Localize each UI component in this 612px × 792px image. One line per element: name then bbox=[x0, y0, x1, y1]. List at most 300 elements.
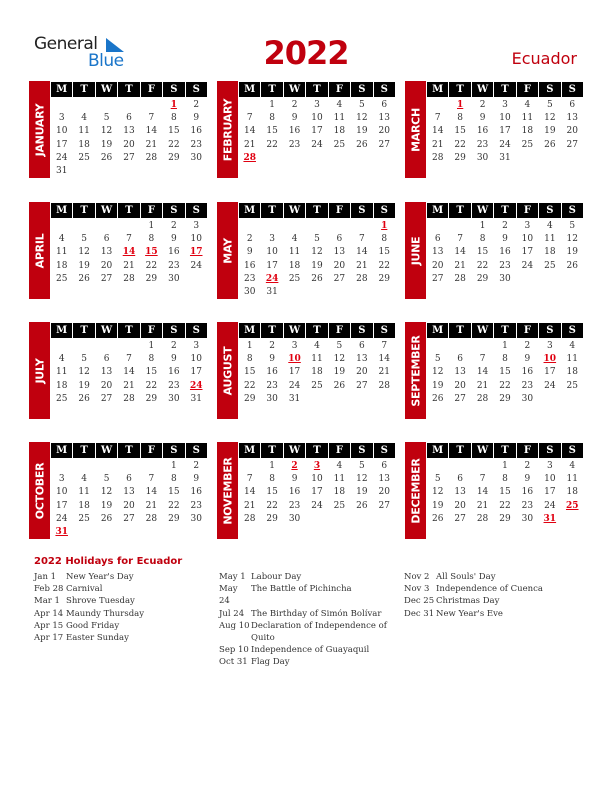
day-cell: 14 bbox=[454, 247, 466, 258]
day-cell: 26 bbox=[78, 393, 90, 404]
day-cell: 7 bbox=[358, 234, 365, 245]
week-row bbox=[50, 220, 207, 233]
day-cell: 4 bbox=[314, 341, 320, 351]
day-cell: 25 bbox=[78, 152, 90, 163]
day-cell: 5 bbox=[546, 100, 553, 110]
month-october bbox=[29, 442, 207, 542]
day-cell: 2 bbox=[502, 221, 508, 231]
day-cell: 6 bbox=[103, 234, 110, 245]
weekday-label: S bbox=[163, 203, 184, 218]
day-cell: 3 bbox=[314, 100, 320, 110]
month-name: NOVEMBER bbox=[221, 456, 234, 525]
week-row bbox=[238, 112, 395, 125]
empty-day-cell bbox=[306, 152, 327, 165]
holiday-name: Flag Day bbox=[251, 657, 290, 668]
empty-day-cell bbox=[329, 393, 350, 406]
month-label-bar bbox=[29, 322, 50, 419]
weekday-label: W bbox=[284, 82, 305, 97]
holiday-day-cell: 10 bbox=[543, 354, 557, 365]
day-cell: 4 bbox=[81, 113, 87, 124]
week-row bbox=[50, 99, 207, 112]
day-cell: 12 bbox=[78, 367, 90, 378]
day-cell: 25 bbox=[566, 380, 578, 391]
day-cell: 28 bbox=[243, 513, 256, 524]
month-december bbox=[405, 442, 583, 542]
weekday-header bbox=[426, 203, 583, 218]
weekday-label: W bbox=[96, 443, 117, 458]
day-cell: 24 bbox=[544, 500, 556, 511]
day-cell: 30 bbox=[243, 286, 256, 297]
day-cell: 14 bbox=[378, 354, 390, 365]
holiday-day-cell: 1 bbox=[457, 100, 464, 110]
weekday-header bbox=[50, 203, 207, 218]
day-cell: 20 bbox=[123, 500, 135, 511]
day-cell: 28 bbox=[378, 380, 390, 391]
day-cell: 24 bbox=[311, 500, 323, 511]
month-grid bbox=[238, 323, 395, 406]
day-cell: 10 bbox=[311, 113, 323, 124]
day-cell: 16 bbox=[190, 126, 202, 137]
holiday-list-item bbox=[219, 656, 399, 668]
day-cell: 28 bbox=[145, 513, 158, 524]
day-cell: 21 bbox=[431, 139, 444, 150]
empty-day-cell bbox=[329, 513, 350, 526]
day-cell: 12 bbox=[431, 367, 444, 378]
day-cell: 9 bbox=[524, 474, 531, 485]
week-row bbox=[50, 513, 207, 526]
day-cell: 5 bbox=[358, 100, 365, 110]
weekday-label: T bbox=[261, 82, 282, 97]
day-cell: 14 bbox=[431, 126, 444, 137]
day-cell: 26 bbox=[311, 273, 323, 284]
day-cell: 26 bbox=[78, 273, 90, 284]
day-cell: 3 bbox=[269, 234, 275, 245]
day-cell: 19 bbox=[356, 487, 368, 498]
day-cell: 24 bbox=[288, 380, 301, 391]
day-cell: 22 bbox=[168, 500, 180, 511]
day-cell: 15 bbox=[243, 367, 256, 378]
holiday-name: Declaration of Independence of Quito bbox=[251, 620, 387, 644]
day-cell: 28 bbox=[123, 393, 135, 404]
empty-day-cell bbox=[562, 273, 583, 286]
day-cell: 15 bbox=[145, 367, 158, 378]
day-cell: 25 bbox=[333, 139, 346, 150]
weekday-label: F bbox=[517, 443, 538, 458]
week-row bbox=[238, 99, 395, 112]
week-row bbox=[50, 366, 207, 379]
day-cell: 17 bbox=[311, 487, 323, 498]
month-april bbox=[29, 202, 207, 302]
day-cell: 30 bbox=[499, 273, 511, 284]
day-cell: 2 bbox=[193, 100, 200, 110]
day-cell: 16 bbox=[190, 487, 202, 498]
day-cell: 1 bbox=[502, 341, 508, 351]
empty-day-cell bbox=[51, 220, 72, 233]
holiday-list-item bbox=[219, 583, 399, 607]
month-name: APRIL bbox=[33, 233, 46, 268]
day-cell: 4 bbox=[58, 354, 65, 365]
holiday-list-item bbox=[34, 620, 214, 632]
week-row bbox=[50, 112, 207, 125]
day-cell: 27 bbox=[378, 500, 390, 511]
day-cell: 11 bbox=[544, 234, 556, 245]
weekday-label: T bbox=[449, 443, 470, 458]
month-grid bbox=[426, 203, 583, 286]
month-grid bbox=[50, 323, 207, 406]
holiday-name: Maundy Thursday bbox=[66, 608, 145, 619]
empty-day-cell bbox=[284, 220, 305, 233]
weekday-label: F bbox=[141, 203, 162, 218]
month-label-bar bbox=[405, 202, 426, 299]
month-label-bar bbox=[217, 322, 238, 419]
empty-day-cell bbox=[96, 460, 117, 473]
weekday-label: M bbox=[239, 82, 260, 97]
day-cell: 22 bbox=[476, 260, 489, 271]
month-march bbox=[405, 81, 583, 181]
day-cell: 8 bbox=[269, 474, 275, 485]
day-cell: 29 bbox=[454, 152, 466, 163]
holiday-date: Apr 14 bbox=[34, 608, 64, 619]
empty-day-cell bbox=[186, 273, 207, 286]
weekday-label: S bbox=[163, 82, 184, 97]
week-row bbox=[50, 139, 207, 152]
weekday-header bbox=[426, 443, 583, 458]
day-cell: 22 bbox=[243, 380, 256, 391]
month-name: JULY bbox=[33, 357, 46, 384]
empty-day-cell bbox=[517, 152, 538, 165]
day-cell: 27 bbox=[566, 139, 578, 150]
day-cell: 17 bbox=[55, 500, 68, 511]
weekday-label: F bbox=[329, 82, 350, 97]
empty-day-cell bbox=[141, 460, 162, 473]
holiday-day-cell: 25 bbox=[565, 500, 579, 511]
weekday-label: T bbox=[306, 323, 327, 338]
day-cell: 27 bbox=[123, 152, 135, 163]
week-row bbox=[238, 393, 395, 406]
day-cell: 11 bbox=[566, 474, 578, 485]
month-name: OCTOBER bbox=[33, 462, 46, 519]
day-cell: 10 bbox=[521, 234, 534, 245]
day-cell: 15 bbox=[378, 247, 390, 258]
weekday-label: S bbox=[374, 323, 395, 338]
day-cell: 27 bbox=[123, 513, 135, 524]
month-february bbox=[217, 81, 395, 181]
day-cell: 26 bbox=[100, 152, 113, 163]
day-cell: 23 bbox=[266, 380, 278, 391]
week-row bbox=[50, 473, 207, 486]
day-cell: 10 bbox=[190, 234, 202, 245]
month-name: DECEMBER bbox=[409, 457, 422, 524]
day-cell: 26 bbox=[356, 500, 368, 511]
weekday-label: S bbox=[562, 203, 583, 218]
day-cell: 24 bbox=[55, 152, 68, 163]
day-cell: 8 bbox=[170, 474, 177, 485]
weekday-label: T bbox=[73, 203, 94, 218]
day-cell: 23 bbox=[190, 500, 202, 511]
day-cell: 10 bbox=[55, 126, 68, 137]
day-cell: 6 bbox=[358, 341, 365, 351]
week-row bbox=[238, 233, 395, 246]
day-cell: 25 bbox=[288, 273, 301, 284]
day-cell: 8 bbox=[269, 113, 275, 124]
day-cell: 2 bbox=[246, 234, 253, 245]
weekday-label: T bbox=[118, 443, 139, 458]
day-cell: 4 bbox=[336, 100, 343, 110]
day-cell: 13 bbox=[123, 126, 135, 137]
week-row bbox=[426, 393, 583, 406]
day-cell: 14 bbox=[243, 126, 256, 137]
day-cell: 6 bbox=[381, 461, 388, 471]
weekday-label: S bbox=[539, 82, 560, 97]
week-row bbox=[50, 233, 207, 246]
weekday-label: M bbox=[239, 323, 260, 338]
empty-day-cell bbox=[351, 513, 372, 526]
day-cell: 22 bbox=[499, 500, 511, 511]
day-cell: 10 bbox=[190, 354, 202, 365]
day-cell: 28 bbox=[431, 152, 444, 163]
day-cell: 7 bbox=[246, 474, 253, 485]
weekday-label: M bbox=[51, 443, 72, 458]
week-row bbox=[50, 460, 207, 473]
day-cell: 11 bbox=[55, 247, 68, 258]
day-cell: 5 bbox=[81, 354, 87, 365]
month-september bbox=[405, 322, 583, 422]
empty-day-cell bbox=[51, 99, 72, 112]
week-row bbox=[426, 125, 583, 138]
weekday-label: W bbox=[472, 443, 493, 458]
holiday-column-1 bbox=[34, 571, 214, 644]
day-cell: 8 bbox=[457, 113, 463, 124]
day-cell: 30 bbox=[476, 152, 489, 163]
day-cell: 20 bbox=[356, 367, 368, 378]
day-cell: 18 bbox=[566, 487, 578, 498]
day-cell: 18 bbox=[55, 380, 68, 391]
holiday-date: Nov 3 bbox=[404, 584, 430, 595]
day-cell: 8 bbox=[148, 234, 155, 245]
weekday-label: S bbox=[539, 203, 560, 218]
weekday-label: S bbox=[163, 443, 184, 458]
day-cell: 19 bbox=[100, 139, 113, 150]
day-cell: 25 bbox=[55, 273, 68, 284]
day-cell: 4 bbox=[58, 234, 65, 245]
day-cell: 2 bbox=[170, 341, 177, 351]
day-cell: 21 bbox=[476, 380, 489, 391]
day-cell: 8 bbox=[148, 354, 155, 365]
weekday-label: S bbox=[562, 443, 583, 458]
day-cell: 20 bbox=[454, 500, 466, 511]
day-cell: 20 bbox=[100, 260, 113, 271]
day-cell: 6 bbox=[103, 354, 110, 365]
holiday-name: Shrove Tuesday bbox=[66, 596, 135, 607]
empty-day-cell bbox=[517, 273, 538, 286]
week-row bbox=[238, 340, 395, 353]
empty-day-cell bbox=[96, 165, 117, 178]
day-cell: 5 bbox=[336, 341, 343, 351]
weekday-label: S bbox=[351, 443, 372, 458]
day-cell: 11 bbox=[521, 113, 534, 124]
weekday-label: F bbox=[141, 443, 162, 458]
day-cell: 13 bbox=[100, 247, 113, 258]
month-grid bbox=[426, 443, 583, 526]
day-cell: 27 bbox=[333, 273, 346, 284]
weekday-label: T bbox=[494, 203, 515, 218]
holiday-date: Feb 28 bbox=[34, 584, 64, 595]
weekday-header bbox=[50, 323, 207, 338]
day-cell: 19 bbox=[78, 260, 90, 271]
weekday-header bbox=[426, 82, 583, 97]
day-cell: 15 bbox=[266, 126, 278, 137]
empty-day-cell bbox=[427, 460, 448, 473]
day-cell: 21 bbox=[243, 500, 256, 511]
empty-day-cell bbox=[306, 286, 327, 299]
week-row bbox=[238, 152, 395, 165]
weekday-label: W bbox=[284, 443, 305, 458]
day-cell: 11 bbox=[288, 247, 301, 258]
weekday-label: T bbox=[449, 323, 470, 338]
day-cell: 15 bbox=[168, 487, 180, 498]
day-cell: 23 bbox=[243, 273, 256, 284]
day-cell: 14 bbox=[243, 487, 256, 498]
holiday-list-item bbox=[219, 644, 399, 656]
day-cell: 7 bbox=[434, 113, 441, 124]
day-cell: 17 bbox=[499, 126, 511, 137]
weekday-label: F bbox=[517, 82, 538, 97]
day-cell: 18 bbox=[288, 260, 301, 271]
weekday-label: S bbox=[562, 323, 583, 338]
week-row bbox=[238, 353, 395, 366]
holiday-name: The Birthday of Simón Bolívar bbox=[251, 608, 382, 619]
month-grid bbox=[50, 203, 207, 286]
month-label-bar bbox=[405, 442, 426, 539]
weekday-label: T bbox=[261, 323, 282, 338]
week-row bbox=[50, 340, 207, 353]
holiday-date: Aug 10 bbox=[219, 620, 250, 631]
week-row bbox=[50, 500, 207, 513]
holiday-name: New Year's Day bbox=[66, 572, 134, 582]
day-cell: 9 bbox=[193, 474, 200, 485]
day-cell: 19 bbox=[544, 126, 556, 137]
day-cell: 21 bbox=[476, 500, 489, 511]
day-cell: 13 bbox=[378, 474, 390, 485]
weekday-header bbox=[238, 443, 395, 458]
empty-day-cell bbox=[374, 393, 395, 406]
month-grid bbox=[50, 82, 207, 178]
weekday-label: W bbox=[284, 323, 305, 338]
month-november bbox=[217, 442, 395, 542]
day-cell: 2 bbox=[524, 461, 531, 471]
weekday-label: M bbox=[427, 203, 448, 218]
day-cell: 5 bbox=[103, 474, 110, 485]
weekday-label: F bbox=[329, 443, 350, 458]
day-cell: 3 bbox=[546, 341, 553, 351]
holiday-name: Independence of Guayaquil bbox=[251, 645, 370, 656]
day-cell: 24 bbox=[521, 260, 534, 271]
weekday-label: T bbox=[118, 203, 139, 218]
empty-day-cell bbox=[562, 152, 583, 165]
weekday-label: M bbox=[427, 443, 448, 458]
day-cell: 9 bbox=[291, 474, 298, 485]
week-row bbox=[426, 99, 583, 112]
day-cell: 5 bbox=[569, 221, 576, 231]
day-cell: 23 bbox=[521, 500, 534, 511]
month-name: SEPTEMBER bbox=[409, 334, 422, 407]
holiday-column-2 bbox=[219, 571, 399, 669]
empty-day-cell bbox=[118, 340, 139, 353]
empty-day-cell bbox=[351, 152, 372, 165]
day-cell: 21 bbox=[243, 139, 256, 150]
empty-day-cell bbox=[73, 460, 94, 473]
month-grid bbox=[50, 443, 207, 539]
day-cell: 10 bbox=[499, 113, 511, 124]
week-row bbox=[426, 380, 583, 393]
day-cell: 13 bbox=[454, 487, 466, 498]
weekday-label: S bbox=[163, 323, 184, 338]
day-cell: 30 bbox=[168, 273, 180, 284]
day-cell: 15 bbox=[476, 247, 489, 258]
holiday-day-cell: 15 bbox=[145, 247, 158, 258]
day-cell: 21 bbox=[123, 260, 135, 271]
day-cell: 27 bbox=[356, 380, 368, 391]
month-label-bar bbox=[217, 442, 238, 539]
month-label-bar bbox=[29, 442, 50, 539]
empty-day-cell bbox=[73, 99, 94, 112]
weekday-label: T bbox=[118, 82, 139, 97]
day-cell: 20 bbox=[123, 139, 135, 150]
holiday-name: Independence of Cuenca bbox=[436, 584, 543, 595]
week-row bbox=[426, 260, 583, 273]
day-cell: 6 bbox=[569, 100, 576, 110]
day-cell: 4 bbox=[81, 474, 87, 485]
day-cell: 15 bbox=[454, 126, 466, 137]
day-cell: 13 bbox=[356, 354, 368, 365]
weekday-label: T bbox=[118, 323, 139, 338]
day-cell: 5 bbox=[314, 234, 320, 245]
holiday-date: Apr 15 bbox=[34, 620, 64, 631]
day-cell: 7 bbox=[126, 354, 132, 365]
day-cell: 17 bbox=[266, 260, 278, 271]
empty-day-cell bbox=[73, 340, 94, 353]
weekday-label: S bbox=[374, 82, 395, 97]
day-cell: 29 bbox=[499, 393, 511, 404]
weekday-label: S bbox=[186, 443, 207, 458]
month-name: MAY bbox=[221, 237, 234, 264]
day-cell: 16 bbox=[521, 367, 534, 378]
weekday-label: T bbox=[261, 203, 282, 218]
holiday-name: The Battle of Pichincha bbox=[251, 584, 352, 595]
month-name: JANUARY bbox=[33, 103, 46, 156]
week-row bbox=[50, 380, 207, 393]
day-cell: 3 bbox=[193, 221, 200, 231]
day-cell: 20 bbox=[454, 380, 466, 391]
week-row bbox=[238, 246, 395, 259]
week-row bbox=[238, 380, 395, 393]
day-cell: 29 bbox=[168, 152, 180, 163]
empty-day-cell bbox=[73, 220, 94, 233]
weekday-label: T bbox=[306, 82, 327, 97]
day-cell: 2 bbox=[291, 100, 298, 110]
holiday-date: Jul 24 bbox=[219, 608, 245, 619]
weekday-label: W bbox=[284, 203, 305, 218]
day-cell: 19 bbox=[311, 260, 323, 271]
empty-day-cell bbox=[539, 273, 560, 286]
week-row bbox=[426, 353, 583, 366]
day-cell: 14 bbox=[145, 487, 158, 498]
week-row bbox=[238, 473, 395, 486]
day-cell: 3 bbox=[524, 221, 531, 231]
day-cell: 26 bbox=[566, 260, 578, 271]
day-cell: 27 bbox=[100, 273, 113, 284]
holiday-date: Dec 31 bbox=[404, 608, 435, 619]
